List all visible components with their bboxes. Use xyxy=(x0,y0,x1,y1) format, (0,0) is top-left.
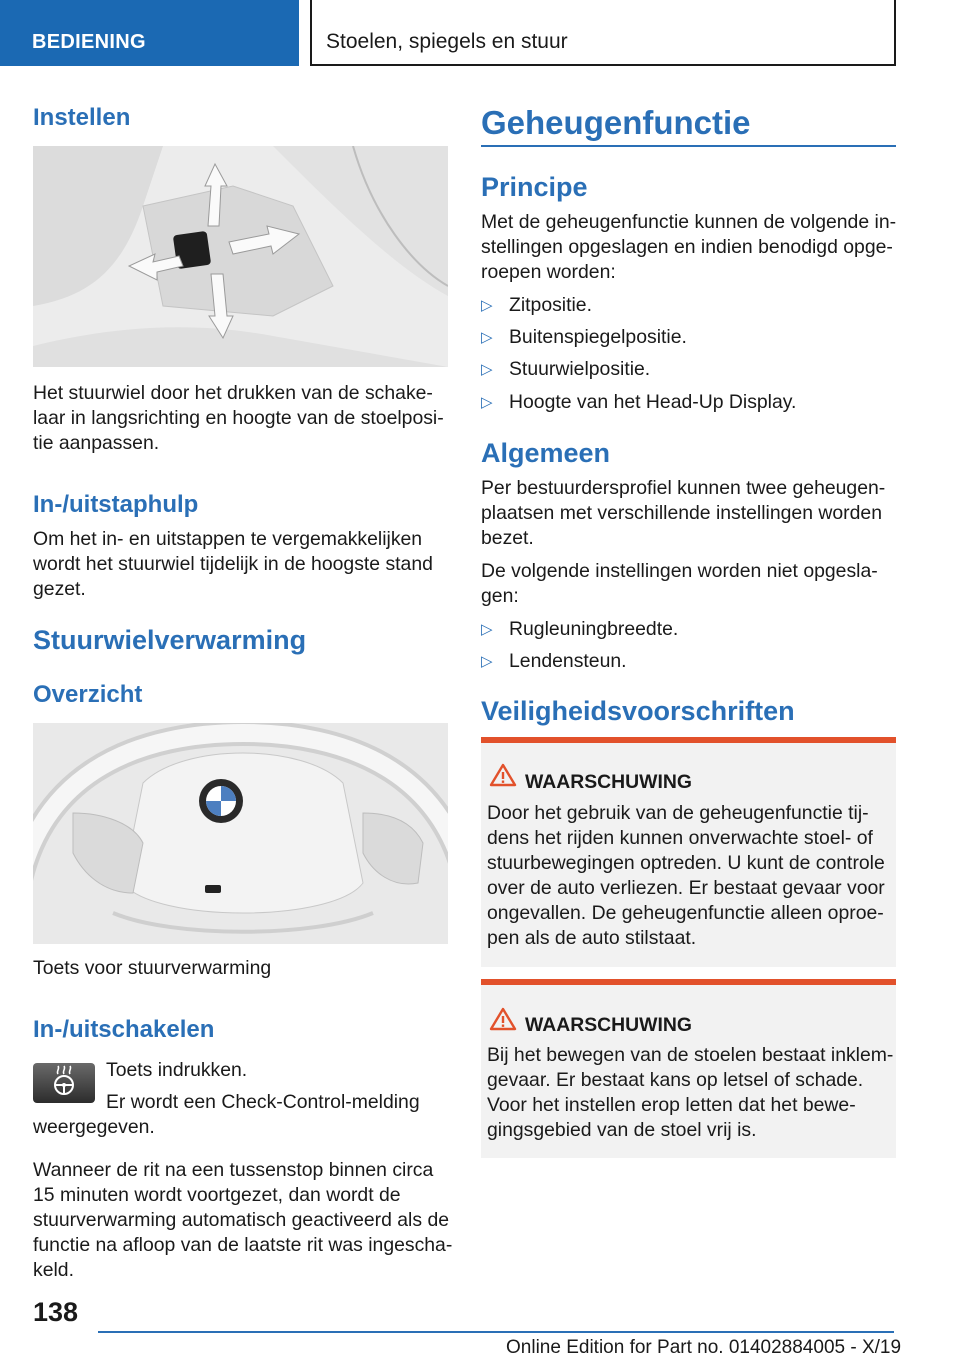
bullet-triangle-icon: ▷ xyxy=(481,621,493,638)
heading-principe: Principe xyxy=(481,172,588,202)
text-line: plaatsen met verschillende instellingen worden xyxy=(481,502,882,524)
text-line: 15 minuten wordt voortgezet, dan wordt de xyxy=(33,1184,401,1206)
step-2-continued xyxy=(33,1115,155,1140)
page-number: 138 xyxy=(33,1297,79,1327)
text-line: laar in langsrichting en hoogte van de stoelposi- xyxy=(33,407,444,429)
steering-column-svg xyxy=(33,146,448,367)
title-rule xyxy=(481,145,896,147)
principe-text xyxy=(481,210,896,285)
text-line: weergegeven. xyxy=(33,1116,155,1138)
warning-box-2 xyxy=(481,979,896,1158)
list-item-text: Hoogte van het Head-Up Display. xyxy=(509,391,797,413)
text-line: stellingen opgeslagen en indien benodigd opge- xyxy=(481,236,893,258)
steering-wheel-svg xyxy=(33,723,448,944)
heading-overzicht: Overzicht xyxy=(33,681,143,708)
bullet-triangle-icon: ▷ xyxy=(481,361,493,378)
text-line: Door het gebruik van de geheugenfunctie tij- xyxy=(487,802,869,824)
bullet-triangle-icon: ▷ xyxy=(481,653,493,670)
heading-stuurwielverwarming: Stuurwielverwarming xyxy=(33,625,307,655)
text-line: Toets indrukken. xyxy=(106,1059,248,1081)
text-line: Er wordt een Check-Control-melding xyxy=(106,1091,420,1113)
bullet-triangle-icon: ▷ xyxy=(481,394,493,411)
step-1 xyxy=(106,1058,247,1083)
algemeen-text-2 xyxy=(481,559,896,609)
text-line: dens het rijden kunnen onverwachte stoel- of xyxy=(487,827,873,849)
text-line: gevaar. Er bestaat kans op letsel of schade. xyxy=(487,1069,864,1091)
header-chapter-box xyxy=(310,0,896,66)
text-line: bezet. xyxy=(481,527,534,549)
heading-algemeen: Algemeen xyxy=(481,438,611,468)
text-line: gezet. xyxy=(33,578,86,600)
text-line: stuurverwarming automatisch geactiveerd als de xyxy=(33,1209,450,1231)
text-line: Om het in- en uitstappen te vergemakkelijken xyxy=(33,528,423,550)
text-line: stuurbewegingen optreden. U kunt de controle xyxy=(487,852,885,874)
text-line: Met de geheugenfunctie kunnen de volgende in- xyxy=(481,211,897,233)
warning-box-1 xyxy=(481,737,896,967)
instaphulp-text xyxy=(33,527,448,602)
text-line: tie aanpassen. xyxy=(33,432,160,454)
heading-instellen: Instellen xyxy=(33,104,131,131)
text-line: gen: xyxy=(481,585,519,607)
text-line: over de auto verliezen. Er bestaat gevaar voor xyxy=(487,877,885,899)
text-line: gingsgebied van de stoel vrij is. xyxy=(487,1119,757,1141)
list-item-text: Zitpositie. xyxy=(509,294,592,316)
header-section-label: BEDIENING xyxy=(32,31,146,53)
steering-column-adjust-illustration xyxy=(33,146,448,367)
footer-edition: Online Edition for Part no. 01402884005 - X/19 xyxy=(506,1337,902,1358)
text-line: Wanneer de rit na een tussenstop binnen circa xyxy=(33,1159,434,1181)
text-line: Het stuurwiel door het drukken van de schake- xyxy=(33,382,433,404)
heading-veiligheidsvoorschriften: Veiligheidsvoorschriften xyxy=(481,696,795,726)
text-line: wordt het stuurwiel tijdelijk in de hoogste stand xyxy=(33,553,433,575)
warning-text xyxy=(487,801,892,951)
bullet-triangle-icon: ▷ xyxy=(481,297,493,314)
text-line: keld. xyxy=(33,1259,74,1281)
text-line: Voor het instellen erop letten dat het bewe- xyxy=(487,1094,856,1116)
rit-text xyxy=(33,1158,453,1283)
algemeen-text-1 xyxy=(481,476,896,551)
heated-steering-wheel-icon xyxy=(33,1063,95,1103)
text-line: roepen worden: xyxy=(481,261,616,283)
header-chapter-label: Stoelen, spiegels en stuur xyxy=(326,30,568,53)
bullet-triangle-icon: ▷ xyxy=(481,329,493,346)
warning-title: WAARSCHUWING xyxy=(525,1014,692,1036)
text-line: Bij het bewegen van de stoelen bestaat inklem- xyxy=(487,1044,894,1066)
list-item-text: Stuurwielpositie. xyxy=(509,358,651,380)
warning-title: WAARSCHUWING xyxy=(525,771,692,793)
heading-in-uitschakelen: In-/uitschakelen xyxy=(33,1016,215,1043)
text-line: Per bestuurdersprofiel kunnen twee geheugen- xyxy=(481,477,886,499)
warning-triangle-icon xyxy=(489,763,517,787)
warning-text xyxy=(487,1043,892,1143)
instellen-text xyxy=(33,381,448,456)
header-section-tab xyxy=(0,0,299,66)
overzicht-caption: Toets voor stuurverwarming xyxy=(33,957,272,979)
text-line: De volgende instellingen worden niet opgesla- xyxy=(481,560,878,582)
step-2 xyxy=(106,1090,420,1115)
text-line: functie na afloop van de laatste rit was ingescha- xyxy=(33,1234,453,1256)
heading-instaphulp: In-/uitstaphulp xyxy=(33,491,199,518)
heading-geheugenfunctie: Geheugenfunctie xyxy=(481,104,751,141)
text-line: ongevallen. De geheugenfunctie alleen oproe- xyxy=(487,902,884,924)
steering-wheel-illustration xyxy=(33,723,448,944)
heated-steering-wheel-svg xyxy=(33,1063,95,1103)
list-item-text: Buitenspiegelpositie. xyxy=(509,326,687,348)
list-item-text: Lendensteun. xyxy=(509,650,627,672)
list-item-text: Rugleuningbreedte. xyxy=(509,618,679,640)
warning-triangle-icon xyxy=(489,1007,517,1031)
footer-rule xyxy=(98,1331,894,1333)
text-line: pen als de auto stilstaat. xyxy=(487,927,697,949)
